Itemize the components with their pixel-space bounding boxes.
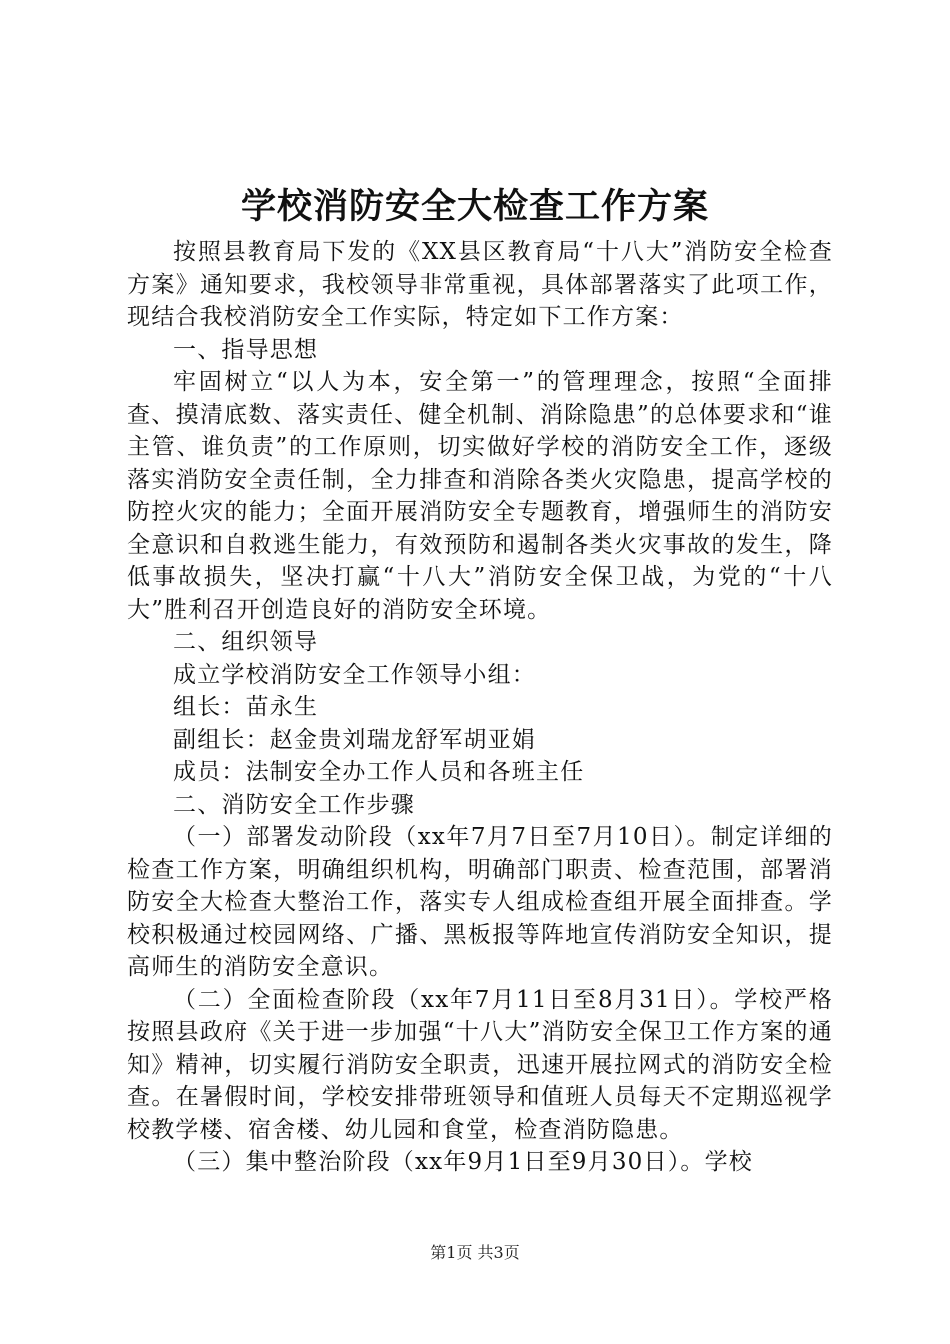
step-two-paragraph: （二）全面检查阶段（xx年7月11日至8月31日）。学校严格按照县政府《关于进一步加强“十八大”消防安全保卫工作方案的通知》精神，切实履行消防安全职责，迅速开展拉网式的消防安全检查。在暑假时间，学校安排带班领导和值班人员每天不定期巡视学校教学楼、宿舍楼、幼儿园和食堂，检查消防隐患。 xyxy=(127,986,833,1143)
members-line: 成员：法制安全办工作人员和各班主任 xyxy=(173,759,585,785)
leadership-group-line: 成立学校消防安全工作领导小组： xyxy=(173,661,536,688)
section-heading-organization: 二、组织领导 xyxy=(173,629,319,655)
document-body xyxy=(127,236,833,1179)
document-title: 学校消防安全大检查工作方案 xyxy=(240,186,709,227)
step-three-paragraph: （三）集中整治阶段（xx年9月1日至9月30日）。学校 xyxy=(173,1149,754,1175)
page-number-footer: 第1页 共3页 xyxy=(430,1243,520,1262)
section-heading-guiding-thought: 一、指导思想 xyxy=(173,336,319,363)
group-leader-line: 组长：苗永生 xyxy=(173,694,319,720)
step-one-paragraph: （一）部署发动阶段（xx年7月7日至7月10日）。制定详细的检查工作方案，明确组织机构，明确部门职责、检查范围，部署消防安全大检查大整治工作，落实专人组成检查组开展全面排查。学校积极通过校园网络、广播、黑板报等阵地宣传消防安全知识，提高师生的消防安全意识。 xyxy=(127,824,833,980)
deputy-leader-line: 副组长：赵金贵刘瑞龙舒军胡亚娟 xyxy=(173,726,536,753)
guiding-thought-paragraph: 牢固树立“以人为本，安全第一”的管理理念，按照“全面排查、摸清底数、落实责任、健全机制、消除隐患”的总体要求和“谁主管、谁负责”的工作原则，切实做好学校的消防安全工作，逐级落实消防安全责任制，全力排查和消除各类火灾隐患，提高学校的防控火灾的能力；全面开展消防安全专题教育，增强师生的消防安全意识和自救逃生能力，有效预防和遏制各类火灾事故的发生，降低事故损失，坚决打赢“十八大”消防安全保卫战，为党的“十八大”胜利召开创造良好的消防安全环境。 xyxy=(127,369,833,623)
intro-paragraph: 按照县教育局下发的《XX县区教育局“十八大”消防安全检查方案》通知要求，我校领导非常重视，具体部署落实了此项工作，现结合我校消防安全工作实际，特定如下工作方案： xyxy=(127,239,833,330)
section-heading-steps: 二、消防安全工作步骤 xyxy=(173,791,415,818)
